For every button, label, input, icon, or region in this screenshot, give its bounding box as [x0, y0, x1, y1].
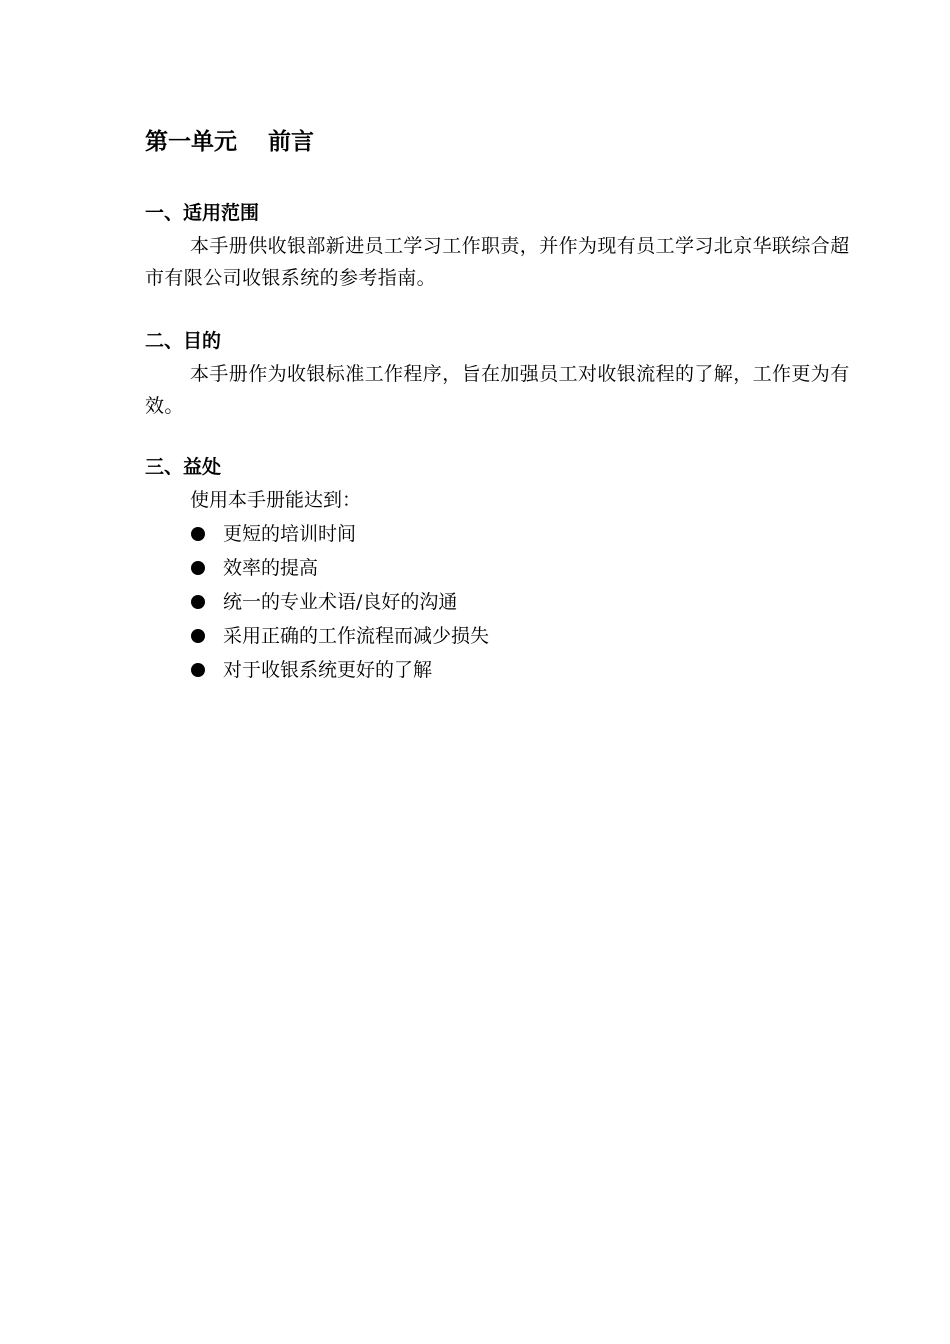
section-heading-purpose: 二、目的: [145, 330, 222, 352]
section-heading-benefits: 三、益处: [145, 456, 222, 478]
bullet-icon: [191, 629, 205, 643]
section-benefits: [145, 452, 850, 687]
bullet-icon: [191, 595, 205, 609]
section-intro-benefits: 使用本手册能达到：: [190, 489, 362, 511]
list-item: [145, 619, 850, 653]
bullet-icon: [191, 663, 205, 677]
list-item-text: 对于收银系统更好的了解: [223, 659, 433, 681]
list-item: [145, 585, 850, 619]
list-item-text: 效率的提高: [223, 557, 319, 579]
section-paragraph-scope: 本手册供收银部新进员工学习工作职责，并作为现有员工学习北京华联综合超市有限公司收银系统的参考指南。: [145, 235, 850, 289]
section-purpose: [145, 326, 850, 422]
section-heading-scope: 一、适用范围: [145, 202, 260, 224]
list-item: [145, 551, 850, 585]
section-paragraph-purpose: 本手册作为收银标准工作程序，旨在加强员工对收银流程的了解，工作更为有效。: [145, 363, 850, 417]
list-item: [145, 517, 850, 551]
bullet-icon: [191, 561, 205, 575]
benefits-list: [145, 517, 850, 687]
list-item: [145, 653, 850, 687]
list-item-text: 统一的专业术语/良好的沟通: [223, 591, 458, 613]
list-item-text: 采用正确的工作流程而减少损失: [223, 625, 490, 647]
section-scope: [145, 198, 850, 294]
list-item-text: 更短的培训时间: [223, 523, 357, 545]
bullet-icon: [191, 527, 205, 541]
unit-title: 第一单元 前言: [145, 129, 315, 155]
